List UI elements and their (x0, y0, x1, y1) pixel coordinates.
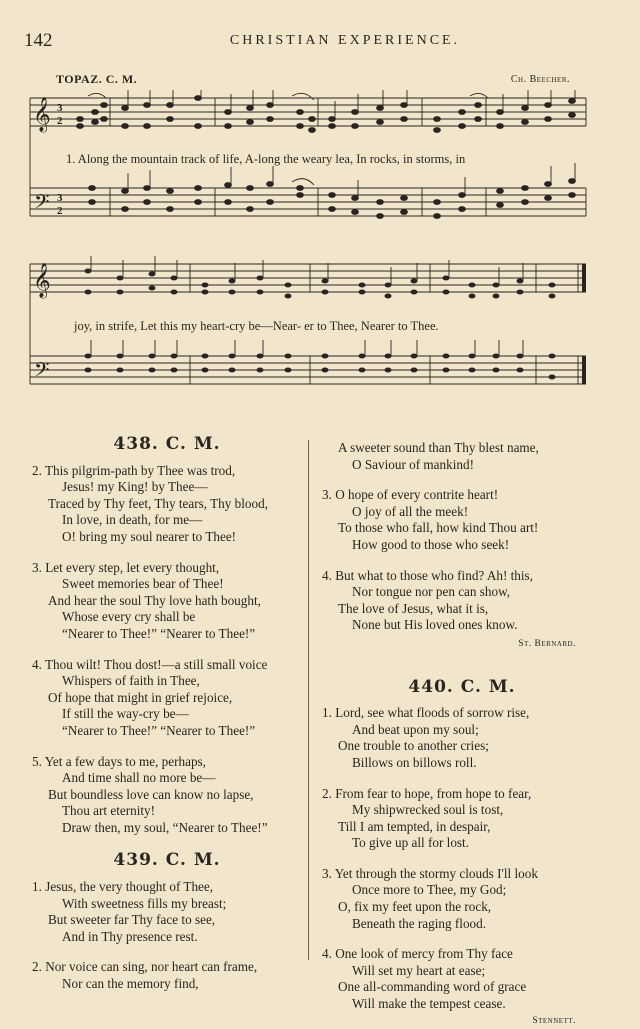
verse-line: Will set my heart at ease; (352, 962, 486, 978)
verse-line: To give up all for lost. (352, 835, 470, 851)
verse-line: And beat upon my soul; (352, 721, 479, 737)
tune-name: TOPAZ. C. M. (56, 72, 138, 86)
verse-line: 4. But what to those who find? Ah! this, (322, 567, 533, 583)
verse-line: O Saviour of mankind! (352, 456, 474, 472)
verse-line: With sweetness fills my breast; (62, 895, 227, 911)
verse-line: Billows on billows roll. (352, 754, 477, 770)
hymn-440-verse-3 (322, 866, 602, 932)
verse-line: 4. One look of mercy from Thy face (322, 946, 513, 962)
verse-line: 2. Nor voice can sing, nor heart can frame, (32, 959, 258, 975)
right-column (322, 440, 602, 1029)
verse-line: And time shall no more be— (62, 770, 216, 786)
verse-line: My shipwrecked soul is tost, (352, 802, 504, 818)
verse-line: Nor tongue nor pen can show, (352, 584, 511, 600)
page-number: 142 (24, 30, 53, 51)
verse-line: 2. From fear to hope, from hope to fear, (322, 785, 532, 801)
hymn-438-verse-5 (32, 754, 302, 837)
verse-line: “Nearer to Thee!” “Nearer to Thee!” (62, 722, 256, 738)
hymn-439-verse-2-start (32, 959, 302, 992)
hymn-439-verse-1 (32, 879, 302, 945)
verse-line: Traced by Thy feet, Thy tears, Thy blood, (48, 495, 269, 511)
verse-line: But boundless love can know no lapse, (48, 786, 254, 802)
svg-text:3: 3 (57, 192, 63, 204)
svg-text:2: 2 (57, 205, 63, 217)
lyric-line-2: joy, in strife, Let this my heart-cry be—Near- er to Thee, Nearer to Thee. (74, 319, 439, 333)
hymn-438-verse-2 (32, 463, 302, 546)
verse-line: The love of Jesus, what it is, (338, 600, 489, 616)
verse-line: 3. Yet through the stormy clouds I'll look (322, 865, 538, 881)
verse-line: Thou art eternity! (62, 803, 156, 819)
verse-line: 1. Jesus, the very thought of Thee, (32, 879, 214, 895)
verse-line: O! bring my soul nearer to Thee! (62, 528, 237, 544)
left-column (32, 436, 302, 993)
verse-line: And in Thy presence rest. (62, 928, 198, 944)
hymn-438-verse-4 (32, 657, 302, 740)
hymn-440-verse-4 (322, 946, 602, 1012)
verse-line: Of hope that might in grief rejoice, (48, 689, 233, 705)
hymn-440-heading: 440. C. M. (408, 676, 516, 697)
hymn-440-verse-1 (322, 705, 602, 771)
verse-line: 5. Yet a few days to me, perhaps, (32, 753, 206, 769)
verse-line: O joy of all the meek! (352, 503, 469, 519)
verse-line: 3. Let every step, let every thought, (32, 559, 220, 575)
verse-line: How good to those who seek! (352, 536, 510, 552)
svg-text:𝄞: 𝄞 (33, 97, 51, 132)
verse-line: In love, in death, for me— (62, 512, 203, 528)
svg-text:𝄢: 𝄢 (34, 358, 50, 386)
verse-line: 3. O hope of every contrite heart! (322, 487, 499, 503)
verse-line: None but His loved ones know. (352, 617, 518, 633)
verse-line: A sweeter sound than Thy blest name, (338, 440, 539, 455)
verse-line: O, fix my feet upon the rock, (338, 899, 492, 915)
hymn-440-verse-2 (322, 786, 602, 852)
verse-line: To those who fall, how kind Thou art! (338, 520, 539, 536)
verse-line: And hear the soul Thy love hath bought, (48, 592, 261, 608)
verse-line: One trouble to another cries; (338, 738, 489, 754)
hymn-438-heading: 438. C. M. (113, 434, 221, 454)
hymn-439-verse-2-end (322, 440, 602, 473)
hymn-439-verse-4 (322, 568, 602, 634)
verse-line: Sweet memories bear of Thee! (62, 576, 224, 592)
verse-line: 1. Lord, see what floods of sorrow rise, (322, 705, 530, 721)
running-title: CHRISTIAN EXPERIENCE. (229, 33, 461, 48)
column-divider (308, 440, 309, 960)
hymn-438-verse-3 (32, 560, 302, 643)
verse-line: Jesus! my King! by Thee— (62, 479, 208, 495)
hymn-439-verse-3 (322, 487, 602, 553)
verse-line: 4. Thou wilt! Thou dost!—a still small voice (32, 656, 268, 672)
verse-line: “Nearer to Thee!” “Nearer to Thee!” (62, 625, 256, 641)
verse-line: Will make the tempest cease. (352, 996, 506, 1012)
svg-text:3: 3 (57, 102, 63, 114)
composer: Ch. Beecher. (510, 74, 570, 85)
verse-line: Draw then, my soul, “Nearer to Thee!” (62, 819, 268, 835)
lyric-line-1: 1. Along the mountain track of life, A-long the weary lea, In rocks, in storms, in (66, 152, 466, 166)
verse-line: One all-commanding word of grace (338, 979, 527, 995)
verse-line: 2. This pilgrim-path by Thee was trod, (32, 462, 236, 478)
verse-line: Beneath the raging flood. (352, 915, 487, 931)
svg-text:2: 2 (57, 115, 63, 127)
verse-line: But sweeter far Thy face to see, (48, 912, 216, 928)
verse-line: Nor can the memory find, (62, 976, 199, 992)
verse-line: If still the way-cry be— (62, 706, 189, 722)
hymn-439-author: St. Bernard. (518, 638, 576, 649)
svg-text:𝄢: 𝄢 (34, 190, 50, 218)
verse-line: Whose every cry shall be (62, 609, 196, 625)
verse-line: Till I am tempted, in despair, (338, 818, 491, 834)
hymn-439-heading: 439. C. M. (113, 850, 221, 871)
hymn-440-author: Stennett. (532, 1015, 576, 1026)
verse-line: Once more to Thee, my God; (352, 882, 507, 898)
svg-text:𝄞: 𝄞 (33, 263, 51, 298)
verse-line: Whispers of faith in Thee, (62, 673, 200, 689)
